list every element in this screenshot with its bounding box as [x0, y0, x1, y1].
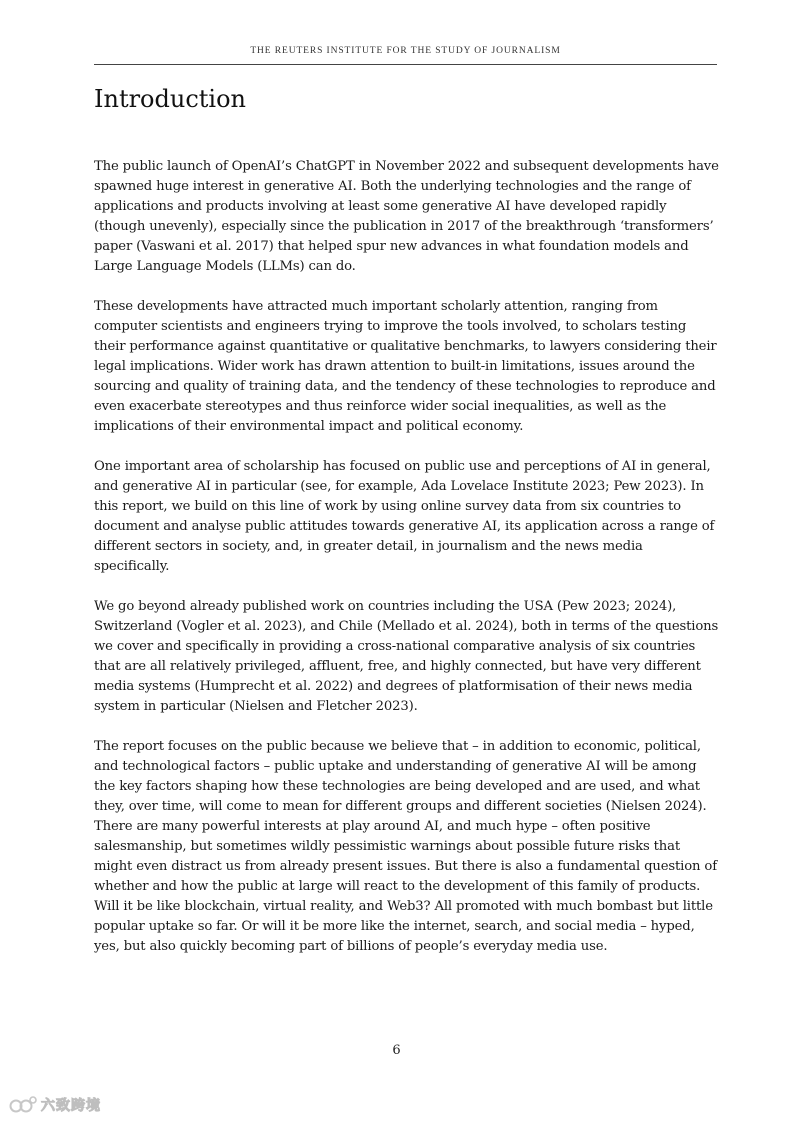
paragraph-4: We go beyond already published work on countries including the USA (Pew 2023; 2024), Switzerland (Vogler et al. 2023), and Chile (Mellado et al. 2024), both in terms of the questions we cover and specifically in providing a cross-national comparative analysis of six countries that are all relatively privileged, affluent, free, and highly connected, but have very different media systems (Humprecht et al. 2022) and degrees of platformisation of their news media system in particular (Nielsen and Fletcher 2023).	[94, 599, 719, 714]
header-divider	[94, 64, 717, 65]
paragraph-3: One important area of scholarship has focused on public use and perceptions of AI in general, and generative AI in particular (see, for example, Ada Lovelace Institute 2023; Pew 2023). In this report, we build on this line of work by using online survey data from six countries to document and analyse public attitudes towards generative AI, its application across a range of different sectors in society, and, in greater detail, in journalism and the news media specifically.	[94, 459, 715, 574]
body-text	[94, 157, 720, 977]
page-title: Introduction	[94, 85, 246, 113]
watermark-text: 六致跨境	[41, 1098, 101, 1114]
paragraph-5: The report focuses on the public because we believe that – in addition to economic, political, and technological factors – public uptake and understanding of generative AI will be among the key factors shaping how these technologies are being developed and are used, and what they, over time, will come to mean for different groups and different societies (Nielsen 2024). There are many powerful interests at play around AI, and much hype – often positive salesmanship, but sometimes wildly pessimistic warnings about possible future risks that might even distract us from already present issues. But there is also a fundamental question of whether and how the public at large will react to the development of this family of products. Will it be like blockchain, virtual reality, and Web3? All promoted with much bombast but little popular uptake so far. Or will it be more like the internet, search, and social media – hyped, yes, but also quickly becoming part of billions of people’s everyday media use.	[94, 739, 717, 954]
watermark	[8, 1095, 101, 1115]
paragraph-2: These developments have attracted much important scholarly attention, ranging from computer scientists and engineers trying to improve the tools involved, to scholars testing their performance against quantitative or qualitative benchmarks, to lawyers considering their legal implications. Wider work has drawn attention to built-in limitations, issues around the sourcing and quality of training data, and the tendency of these technologies to reproduce and even exacerbate stereotypes and thus reinforce wider social inequalities, as well as the implications of their environmental impact and political economy.	[94, 299, 717, 434]
watermark-logo-icon	[8, 1095, 38, 1115]
running-header: THE REUTERS INSTITUTE FOR THE STUDY OF JOURNALISM	[250, 46, 561, 56]
paragraph-1: The public launch of OpenAI’s ChatGPT in November 2022 and subsequent developments have spawned huge interest in generative AI. Both the underlying technologies and the range of applications and products involving at least some generative AI have developed rapidly (though unevenly), especially since the publication in 2017 of the breakthrough ‘transformers’ paper (Vaswani et al. 2017) that helped spur new advances in what foundation models and Large Language Models (LLMs) can do.	[94, 159, 719, 274]
page-number: 6	[392, 1043, 401, 1058]
